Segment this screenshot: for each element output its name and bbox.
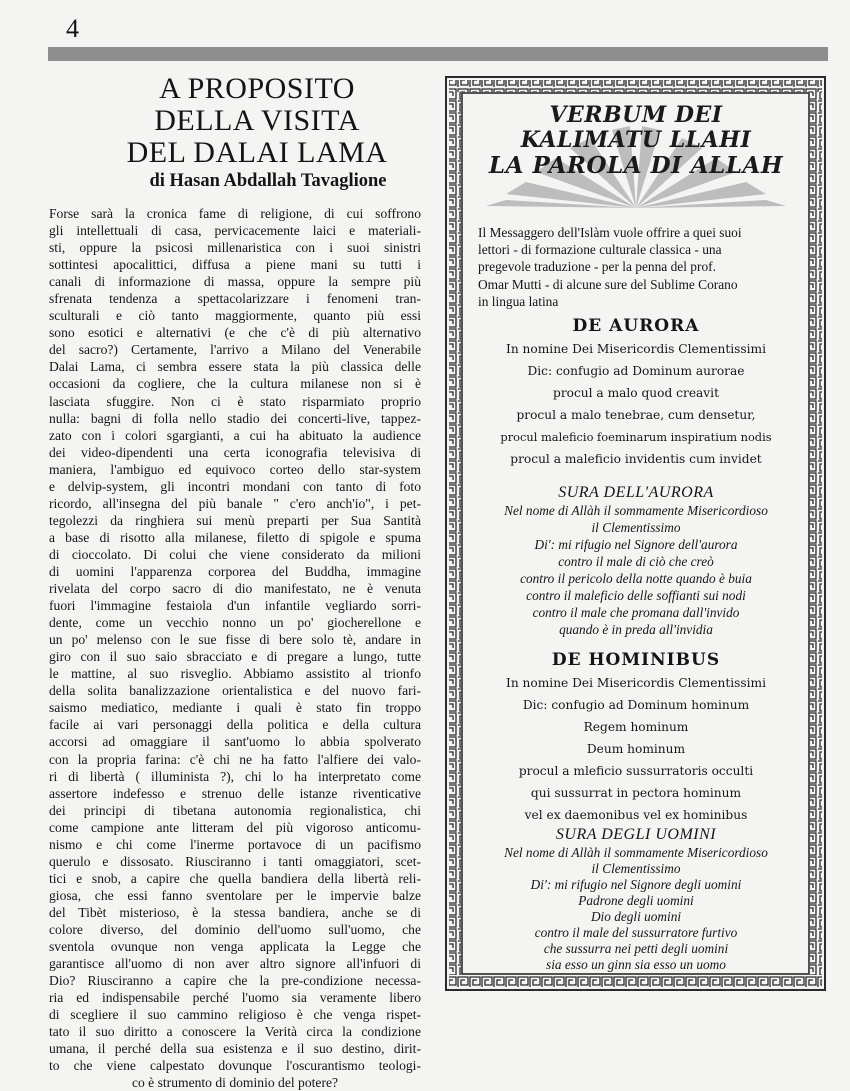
body-line: ricordo, all'insegna del più banale " c'ero anch'io", i pet- <box>49 495 421 511</box>
banner-line: VERBUM DEI <box>549 102 723 128</box>
body-line: del sacro?) Certamente, l'arrivo a Milano del Venerabile <box>49 342 421 358</box>
intro-line: lettori - di formazione culturale classica - una <box>478 242 722 258</box>
body-line: querulo e dissosato. Riusciranno i tanti omaggiatori, scet- <box>49 853 421 869</box>
intro-line: Il Messaggero dell'Islàm vuole offrire a quei suoi <box>478 225 742 240</box>
body-line: gli intellettuali di casa, pervicacemente laici e materiali- <box>49 223 421 239</box>
latin-sura-title: DE HOMINIBUS <box>551 650 721 670</box>
italian-line: contro il maleficio delle soffianti sui nodi <box>526 588 746 603</box>
body-line: Dalai Lama, ci sembra essere stata la più classica delle <box>49 359 421 375</box>
italian-sura-title: SURA DELL'AURORA <box>558 484 714 501</box>
body-line: della solita banalizzazione orientalistica e del nuovo fari- <box>49 683 421 699</box>
body-line: e delvip-system, gli incontri mondani con tanto di foto <box>49 478 421 494</box>
latin-line: Dic: confugio ad Dominum hominum <box>522 698 750 712</box>
body-line: sventola ovunque non venga applicata la Legge che <box>49 939 421 955</box>
latin-line: procul a malo tenebrae, cum densetur, <box>516 408 756 422</box>
title-line: DEL DALAI LAMA <box>126 136 388 169</box>
body-line: di cioccolato. Di colui che viene considerato da milioni <box>49 546 421 562</box>
body-line: giro con il suo saio sbracciato e di pregare a lungo, tutte <box>49 649 421 665</box>
latin-line: procul a mleficio sussurratoris occulti <box>518 764 754 778</box>
body-line: con la propria farina: c'è chi ne ha fatto l'alfiere dei valo- <box>49 751 421 767</box>
body-line: tici e snob, a capire che quella bandiera della libertà reli- <box>49 870 421 886</box>
body-line: garantisce all'uomo di non aver altro signore all'infuori di <box>49 956 421 972</box>
body-line: to che viene calpestato dovunque l'oscurantismo teologi- <box>49 1058 421 1074</box>
intro-line: pregevole traduzione - per la penna del prof. <box>478 259 716 275</box>
body-line: ria ed indispensabile perché l'uomo sia veramente libero <box>49 990 421 1006</box>
italian-line: sia esso un ginn sia esso un uomo <box>546 957 726 972</box>
body-line: un po' melenso con le sue fisse di bere solo tè, andare in <box>49 632 421 648</box>
article-title <box>72 73 442 169</box>
latin-line: procul a malo quod creavit <box>553 386 719 400</box>
body-line: a base di risotto alla milanese, filetto di spigole e spuma <box>49 529 421 545</box>
latin-sura-title: DE AURORA <box>572 316 700 336</box>
banner-line: LA PAROLA DI ALLAH <box>488 152 784 179</box>
body-line: nulla: bagni di folla nello stadio dei concerti-live, tappez- <box>49 410 421 426</box>
latin-line: Regem hominum <box>583 720 689 734</box>
body-line: fuori l'immagine festaiola d'un infantile vegliardo sorri- <box>49 598 421 614</box>
italian-sura-title: SURA DEGLI UOMINI <box>555 826 717 843</box>
body-line: le mattine, al suo risveglio. Abbiamo assistito al trionfo <box>49 666 421 682</box>
body-line: sculturali e ciò tanto maggiormente, quanto più essi <box>49 308 421 324</box>
body-line: umana, il perché della sua esistenza e il suo destino, dirit- <box>49 1041 421 1057</box>
body-line: colore diverso, del dominio dell'uomo sull'uomo, che <box>49 921 421 937</box>
body-line: assertore indefesso e strenuo delle istanze riventicative <box>49 785 421 801</box>
verbum-dei-banner <box>466 96 806 208</box>
intro-line: in lingua latina <box>478 293 559 309</box>
italian-line: Di': mi rifugio nel Signore dell'aurora <box>534 537 738 552</box>
italian-line: il Clementissimo <box>591 520 681 535</box>
latin-line: In nomine Dei Misericordis Clementissimi <box>506 342 766 356</box>
body-line: co è strumento di dominio del potere? <box>131 1075 339 1091</box>
body-line: giosa, che essi fanno sventolare per le impervie balze <box>49 887 421 903</box>
body-line: sottintesi apocalittici, diffusa a piene mani su tutti i <box>49 257 421 273</box>
header-bar <box>48 47 828 61</box>
latin-line: procul maleficio foeminarum inspiratium nodis <box>500 430 772 444</box>
article-body <box>49 205 421 1091</box>
italian-line: contro il male che promana dall'invido <box>532 605 740 620</box>
latin-line: In nomine Dei Misericordis Clementissimi <box>506 676 766 690</box>
body-line: di uomini l'apparenza corporea del Buddha, immagine <box>49 563 421 579</box>
body-line: facile ai vari personaggi della politica e della cultura <box>49 717 421 733</box>
byline: di Hasan Abdallah Tavaglione <box>149 171 387 191</box>
italian-line: Padrone degli uomini <box>578 893 694 908</box>
latin-line: qui sussurrat in pectora hominum <box>530 786 742 800</box>
body-line: occasioni da cogliere, che la cultura milanese non si è <box>49 376 421 392</box>
body-line: maniera, l'ambiguo ed equivoco corteo dello star-system <box>49 461 421 477</box>
italian-line: quando è in preda all'invidia <box>559 622 713 637</box>
italian-line: Nel nome di Allàh il sommamente Misericordioso <box>504 845 768 860</box>
latin-line: procul a maleficio invidentis cum invidet <box>510 452 762 466</box>
italian-line: Dio degli uomini <box>590 909 682 924</box>
body-line: dei video-dipendenti una certa iconografia televisiva di <box>49 444 421 460</box>
title-line: A PROPOSITO <box>159 72 355 105</box>
body-line: dei principi di tibetana autonomia regionalistica, chi <box>49 802 421 818</box>
body-line: di scegliere il suo cammino religioso è che venga rispet- <box>49 1007 421 1023</box>
body-line: Dio? Riusciranno a capire che la pre-condizione necessa- <box>49 973 421 989</box>
body-line: del Tibèt misterioso, è la stessa bandiera, anche se di <box>49 904 421 920</box>
page-number: 4 <box>66 14 79 43</box>
body-line: accorsi ad omaggiare il sant'uomo lo abbia spolverato <box>49 734 421 750</box>
body-line: lasciata sfuggire. Non ci è stato risparmiato proprio <box>49 393 421 409</box>
body-line: ri di libertà ( illuminista ?), chi lo ha interpretato come <box>49 768 421 784</box>
body-line: tegolezzi da ringhiera sui menù preparti per Sua Santità <box>49 512 421 528</box>
sidebar-intro <box>478 224 796 310</box>
italian-line: il Clementissimo <box>591 861 681 876</box>
body-line: tato il suo diritto a conoscere la Verità circa la condizione <box>49 1024 421 1040</box>
body-line: canali di informazione di massa, oppure la sempre più <box>49 274 421 290</box>
body-line: saismo mediatico, mediante i quali è stato fin troppo <box>49 700 421 716</box>
body-line: zato con i colori sgargianti, a cui ha abituato la audience <box>49 427 421 443</box>
italian-line: che sussurra nei petti degli uomini <box>543 941 729 956</box>
banner-line: KALIMATU LLAHI <box>520 127 752 153</box>
body-line: sti, oppure la psicosi millenaristica con i suoi sinistri <box>49 240 421 256</box>
latin-line: Deum hominum <box>586 742 686 756</box>
body-line: dente, come un vecchio nonno un po' giocherellone e <box>49 615 421 631</box>
body-line: sono esotici e alternativi (e che c'è di più alternativo <box>49 325 421 341</box>
italian-line: Nel nome di Allàh il sommamente Misericordioso <box>504 503 768 518</box>
body-line: rivelata del corpo sacro di dio manifestato, ne è venuta <box>49 581 421 597</box>
body-line: Forse sarà la cronica fame di religione, di cui soffrono <box>49 206 421 221</box>
italian-line: contro il pericolo della notte quando è buia <box>520 571 752 586</box>
title-line: DELLA VISITA <box>154 104 360 137</box>
body-line: nismo e chi come l'inerme portavoce di un pacifismo <box>49 836 421 852</box>
latin-line: vel ex daemonibus vel ex hominibus <box>524 808 748 822</box>
italian-line: contro il male di ciò che creò <box>558 554 714 569</box>
body-line: come campione ante litteram del più vigoroso anticomu- <box>49 819 421 835</box>
italian-line: Di': mi rifugio nel Signore degli uomini <box>530 877 742 892</box>
intro-line: Omar Mutti - di alcune sure del Sublime Corano <box>478 276 738 292</box>
latin-line: Dic: confugio ad Dominum aurorae <box>527 364 745 378</box>
italian-line: contro il male del sussurratore furtivo <box>534 925 738 940</box>
body-line: sfrenata tendenza a spettacolarizzare i fenomeni tran- <box>49 291 421 307</box>
